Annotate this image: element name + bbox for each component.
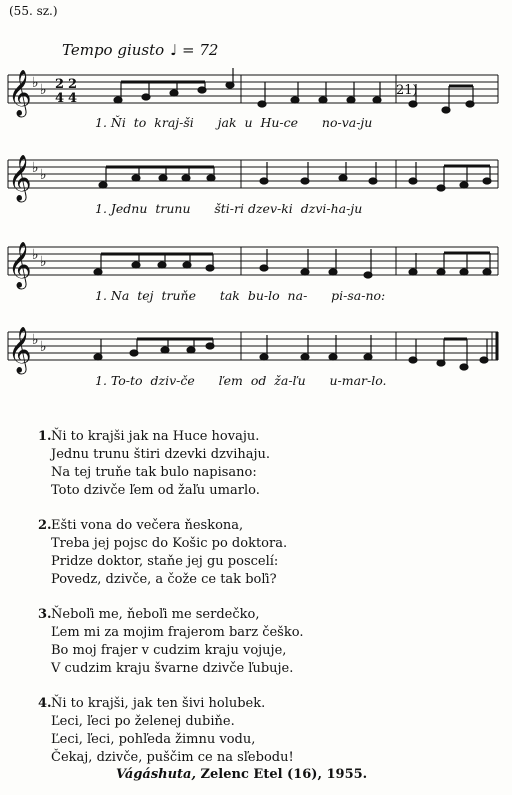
lyric-line-2: 1. Jednu trunu šti-ri dzev-ki dzvi-ha-ju bbox=[95, 201, 363, 216]
verse-line: Treba jej pojsc do Košic po doktora. bbox=[51, 536, 288, 551]
treble-clef-icon: 𝄞 bbox=[8, 242, 32, 288]
verses-block bbox=[38, 428, 498, 784]
staff-1 bbox=[8, 75, 498, 103]
verse-number: 4. bbox=[38, 696, 52, 711]
svg-text:4: 4 bbox=[68, 91, 78, 106]
lyric-line-3: 1. Na tej truňe tak bu-lo na- pi-sa-no: bbox=[95, 288, 386, 303]
treble-clef-icon: 𝄞 bbox=[8, 327, 32, 373]
verse-line: Bo moj frajer v cudzim kraju vojuje, bbox=[51, 643, 287, 658]
verse-line: Ňeboľi me, ňeboľi me serdečko, bbox=[51, 607, 260, 622]
notes-staff-2 bbox=[99, 162, 491, 191]
lyric-line-4: 1. To-to dziv-če ľem od ža-ľu u-mar-lo. bbox=[95, 373, 387, 388]
svg-text:2: 2 bbox=[55, 77, 65, 92]
lyric-line-1: 1. Ňi to kraj-ši jak u Hu-ce no-va-ju bbox=[95, 115, 373, 130]
verse-line: Pridze doktor, staňe jej gu poscelí: bbox=[51, 554, 279, 569]
verse-4 bbox=[38, 695, 498, 767]
tempo-value: ♩ = 72 bbox=[170, 41, 219, 59]
flat-icon: ♭ bbox=[32, 75, 39, 91]
staff-4 bbox=[8, 332, 498, 360]
flat-icon: ♭ bbox=[40, 82, 47, 98]
verse-2 bbox=[38, 517, 498, 589]
verse-1 bbox=[38, 428, 498, 500]
verse-line: Ľeci, ľeci po želenej dubiňe. bbox=[51, 714, 235, 729]
verse-line: Ľem mi za mojim frajerom barz češko. bbox=[51, 625, 304, 640]
verse-line: Ešti vona do večera ňeskona, bbox=[51, 518, 244, 533]
tempo-label: Tempo giusto bbox=[62, 41, 165, 59]
source-attribution bbox=[116, 767, 367, 782]
staff-2 bbox=[8, 160, 498, 188]
treble-clef-icon: 𝄞 bbox=[8, 70, 32, 116]
verse-line: Čekaj, dzivče, puščim ce na sľebodu! bbox=[51, 750, 294, 765]
verse-line: Na tej truňe tak bulo napisano: bbox=[51, 465, 257, 480]
flat-icon: ♭ bbox=[40, 254, 47, 270]
flat-icon: ♭ bbox=[32, 160, 39, 176]
measure-number: 21) bbox=[396, 83, 418, 98]
song-reference-number: (55. sz.) bbox=[9, 4, 58, 18]
flat-icon: ♭ bbox=[40, 339, 47, 355]
flat-icon: ♭ bbox=[32, 247, 39, 263]
source-singer: Zelenc Etel (16), 1955. bbox=[196, 767, 368, 782]
verse-number: 1. bbox=[38, 429, 52, 444]
svg-text:2: 2 bbox=[68, 77, 78, 92]
tempo-marking bbox=[62, 41, 218, 59]
verse-number: 2. bbox=[38, 518, 52, 533]
verse-line: V cudzim kraju švarne dzivče ľubuje. bbox=[51, 661, 294, 676]
flat-icon: ♭ bbox=[32, 332, 39, 348]
svg-text:4: 4 bbox=[55, 91, 65, 106]
verse-number: 3. bbox=[38, 607, 52, 622]
notes-staff-3 bbox=[94, 249, 491, 278]
verse-line: Ňi to krajši, jak ten šivi holubek. bbox=[51, 696, 266, 711]
time-signature bbox=[55, 77, 77, 106]
verse-line: Ľeci, ľeci, pohľeda žimnu vodu, bbox=[51, 732, 256, 747]
verse-line: Toto dzivče ľem od žaľu umarlo. bbox=[51, 483, 260, 498]
staff-3 bbox=[8, 247, 498, 275]
verse-line: Ňi to krajši jak na Huce hovaju. bbox=[51, 429, 260, 444]
flat-icon: ♭ bbox=[40, 167, 47, 183]
verse-line: Jednu trunu štiri dzevki dzvihaju. bbox=[51, 447, 271, 462]
verse-3 bbox=[38, 606, 498, 678]
music-score bbox=[0, 60, 512, 405]
source-place: Vágáshuta, bbox=[116, 767, 197, 782]
verse-line: Povedz, dzivče, a čože ce tak boľi? bbox=[51, 572, 277, 587]
treble-clef-icon: 𝄞 bbox=[8, 155, 32, 201]
